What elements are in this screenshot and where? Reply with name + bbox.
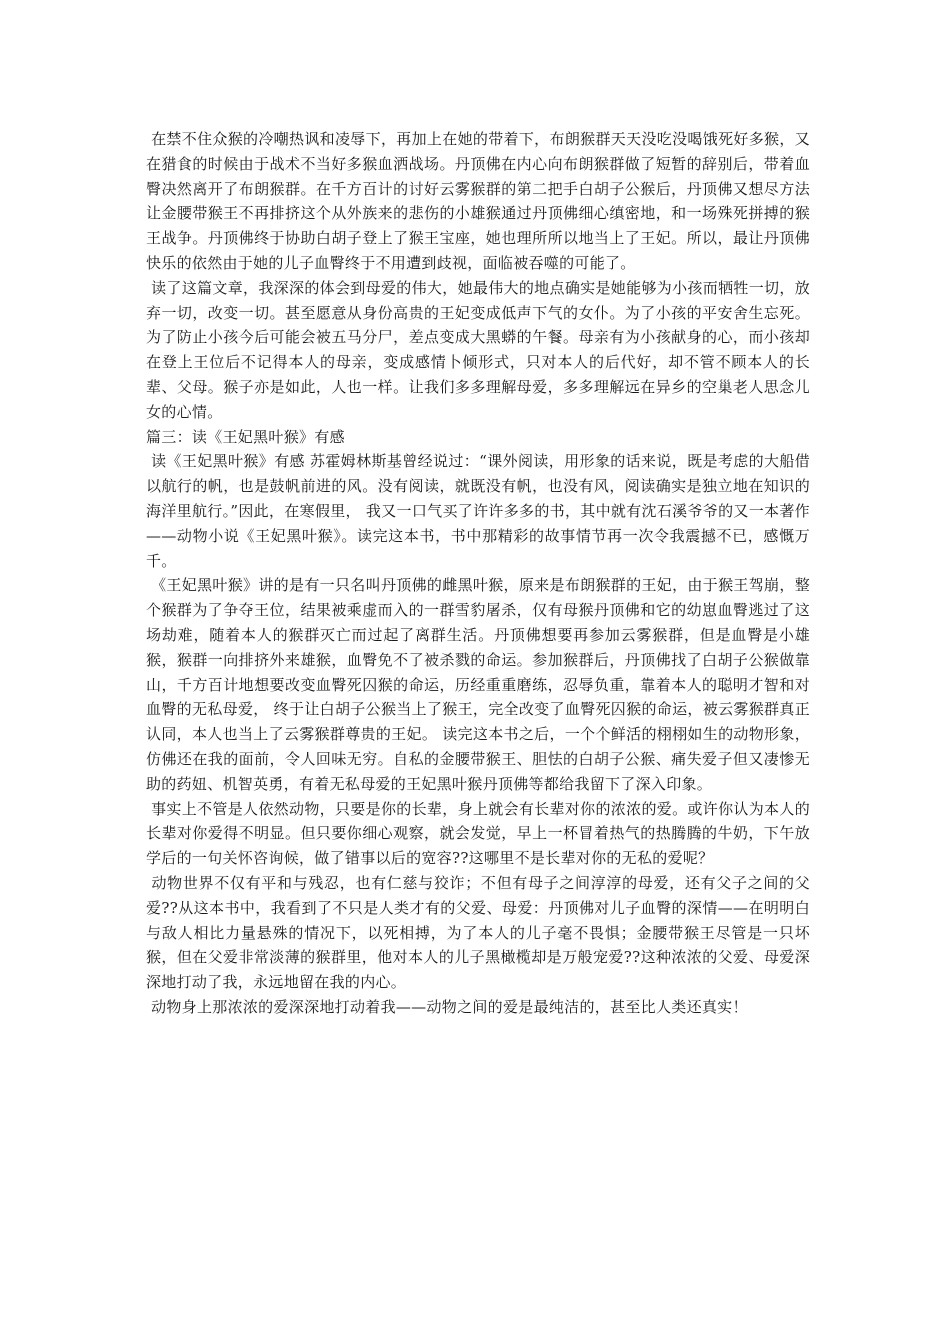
paragraph-5: 事实上不管是人依然动物，只要是你的长辈，身上就会有长辈对你的浓浓的爱。或许你认为本人的长辈对你爱得不明显。但只要你细心观察，就会发觉，早上一杯冒着热气的热腾腾的牛奶，下午放学后的一句关怀咨询候，做了错事以后的宽容??这哪里不是长辈对你的无私的爱呢？ [146, 799, 810, 868]
document-body [146, 127, 810, 1020]
paragraph-6: 动物世界不仅有平和与残忍，也有仁慈与狡诈；不但有母子之间淳淳的母爱，还有父子之间的父爱??从这本书中，我看到了不只是人类才有的父爱、母爱：丹顶佛对儿子血臀的深情——在明明白与敌人相比力量悬殊的情况下，以死相搏，为了本人的儿子毫不畏惧；金腰带猴王尽管是一只坏猴，但在父爱非常淡薄的猴群里，他对本人的儿子黑橄榄却是万般宠爱??这种浓浓的父爱、母爱深深地打动了我，永远地留在我的内心。 [146, 873, 810, 992]
paragraph-7: 动物身上那浓浓的爱深深地打动着我——动物之间的爱是最纯洁的，甚至比人类还真实！ [146, 997, 748, 1016]
paragraph-2: 读了这篇文章，我深深的体会到母爱的伟大，她最伟大的地点确实是她能够为小孩而牺牲一切，放弃一切，改变一切。甚至愿意从身份高贵的王妃变成低声下气的女仆。为了小孩的平安舍生忘死。为了防止小孩今后可能会被五马分尸，差点变成大黑蟒的午餐。母亲有为小孩献身的心，而小孩却在登上王位后不记得本人的母亲，变成感情卜倾形式，只对本人的后代好，却不管不顾本人的长辈、父母。猴子亦是如此，人也一样。让我们多多理解母爱，多多理解远在异乡的空巢老人思念儿女的心情。 [146, 278, 810, 421]
section-heading: 篇三：读《王妃黑叶猴》有感 [146, 427, 345, 446]
paragraph-4: 《王妃黑叶猴》讲的是有一只名叫丹顶佛的雌黑叶猴，原来是布朗猴群的王妃，由于猴王驾崩，整个猴群为了争夺王位，结果被乘虚而入的一群雪豹屠杀，仅有母猴丹顶佛和它的幼崽血臀逃过了这场劫难，随着本人的猴群灭亡而过起了离群生活。丹顶佛想要再参加云雾猴群，但是血臀是小雄猴，猴群一向排挤外来雄猴，血臀免不了被杀戮的命运。参加猴群后，丹顶佛找了白胡子公猴做靠山，千方百计地想要改变血臀死囚猴的命运，历经重重磨练，忍辱负重，靠着本人的聪明才智和对血臀的无私母爱， 终于让白胡子公猴当上了猴王，完全改变了血臀死囚猴的命运，被云雾猴群真正认同，本人也当上了云雾猴群尊贵的王妃。 读完这本书之后，一个个鲜活的栩栩如生的动物形象，仿佛还在我的面前，令人回味无穷。自私的金腰带猴王、胆怯的白胡子公猴、痛失爱子但又凄惨无助的药妞、机智英勇，有着无私母爱的王妃黑叶猴丹顶佛等都给我留下了深入印象。 [146, 576, 810, 793]
paragraph-3: 读《王妃黑叶猴》有感 苏霍姆林斯基曾经说过：“课外阅读，用形象的话来说，既是考虑的大船借以航行的帆，也是鼓帆前进的风。没有阅读，就既没有帆，也没有风，阅读确实是独立地在知识的海洋里航行。”因此，在寒假里， 我又一口气买了许许多多的书，其中就有沈石溪爷爷的又一本著作——动物小说《王妃黑叶猴》。读完这本书，书中那精彩的故事情节再一次令我震撼不已，感慨万千。 [146, 452, 811, 570]
paragraph-1: 在禁不住众猴的冷嘲热讽和凌辱下，再加上在她的带着下，布朗猴群天天没吃没喝饿死好多猴，又在猎食的时候由于战术不当好多猴血洒战场。丹顶佛在内心向布朗猴群做了短暂的辞别后，带着血臀决然离开了布朗猴群。在千方百计的讨好云雾猴群的第二把手白胡子公猴后，丹顶佛又想尽方法让金腰带猴王不再排挤这个从外族来的悲伤的小雄猴通过丹顶佛细心缜密地，和一场殊死拼搏的猴王战争。丹顶佛终于协助白胡子登上了猴王宝座，她也理所所以地当上了王妃。所以，最让丹顶佛快乐的依然由于她的儿子血臀终于不用遭到歧视，面临被吞噬的可能了。 [146, 130, 810, 272]
